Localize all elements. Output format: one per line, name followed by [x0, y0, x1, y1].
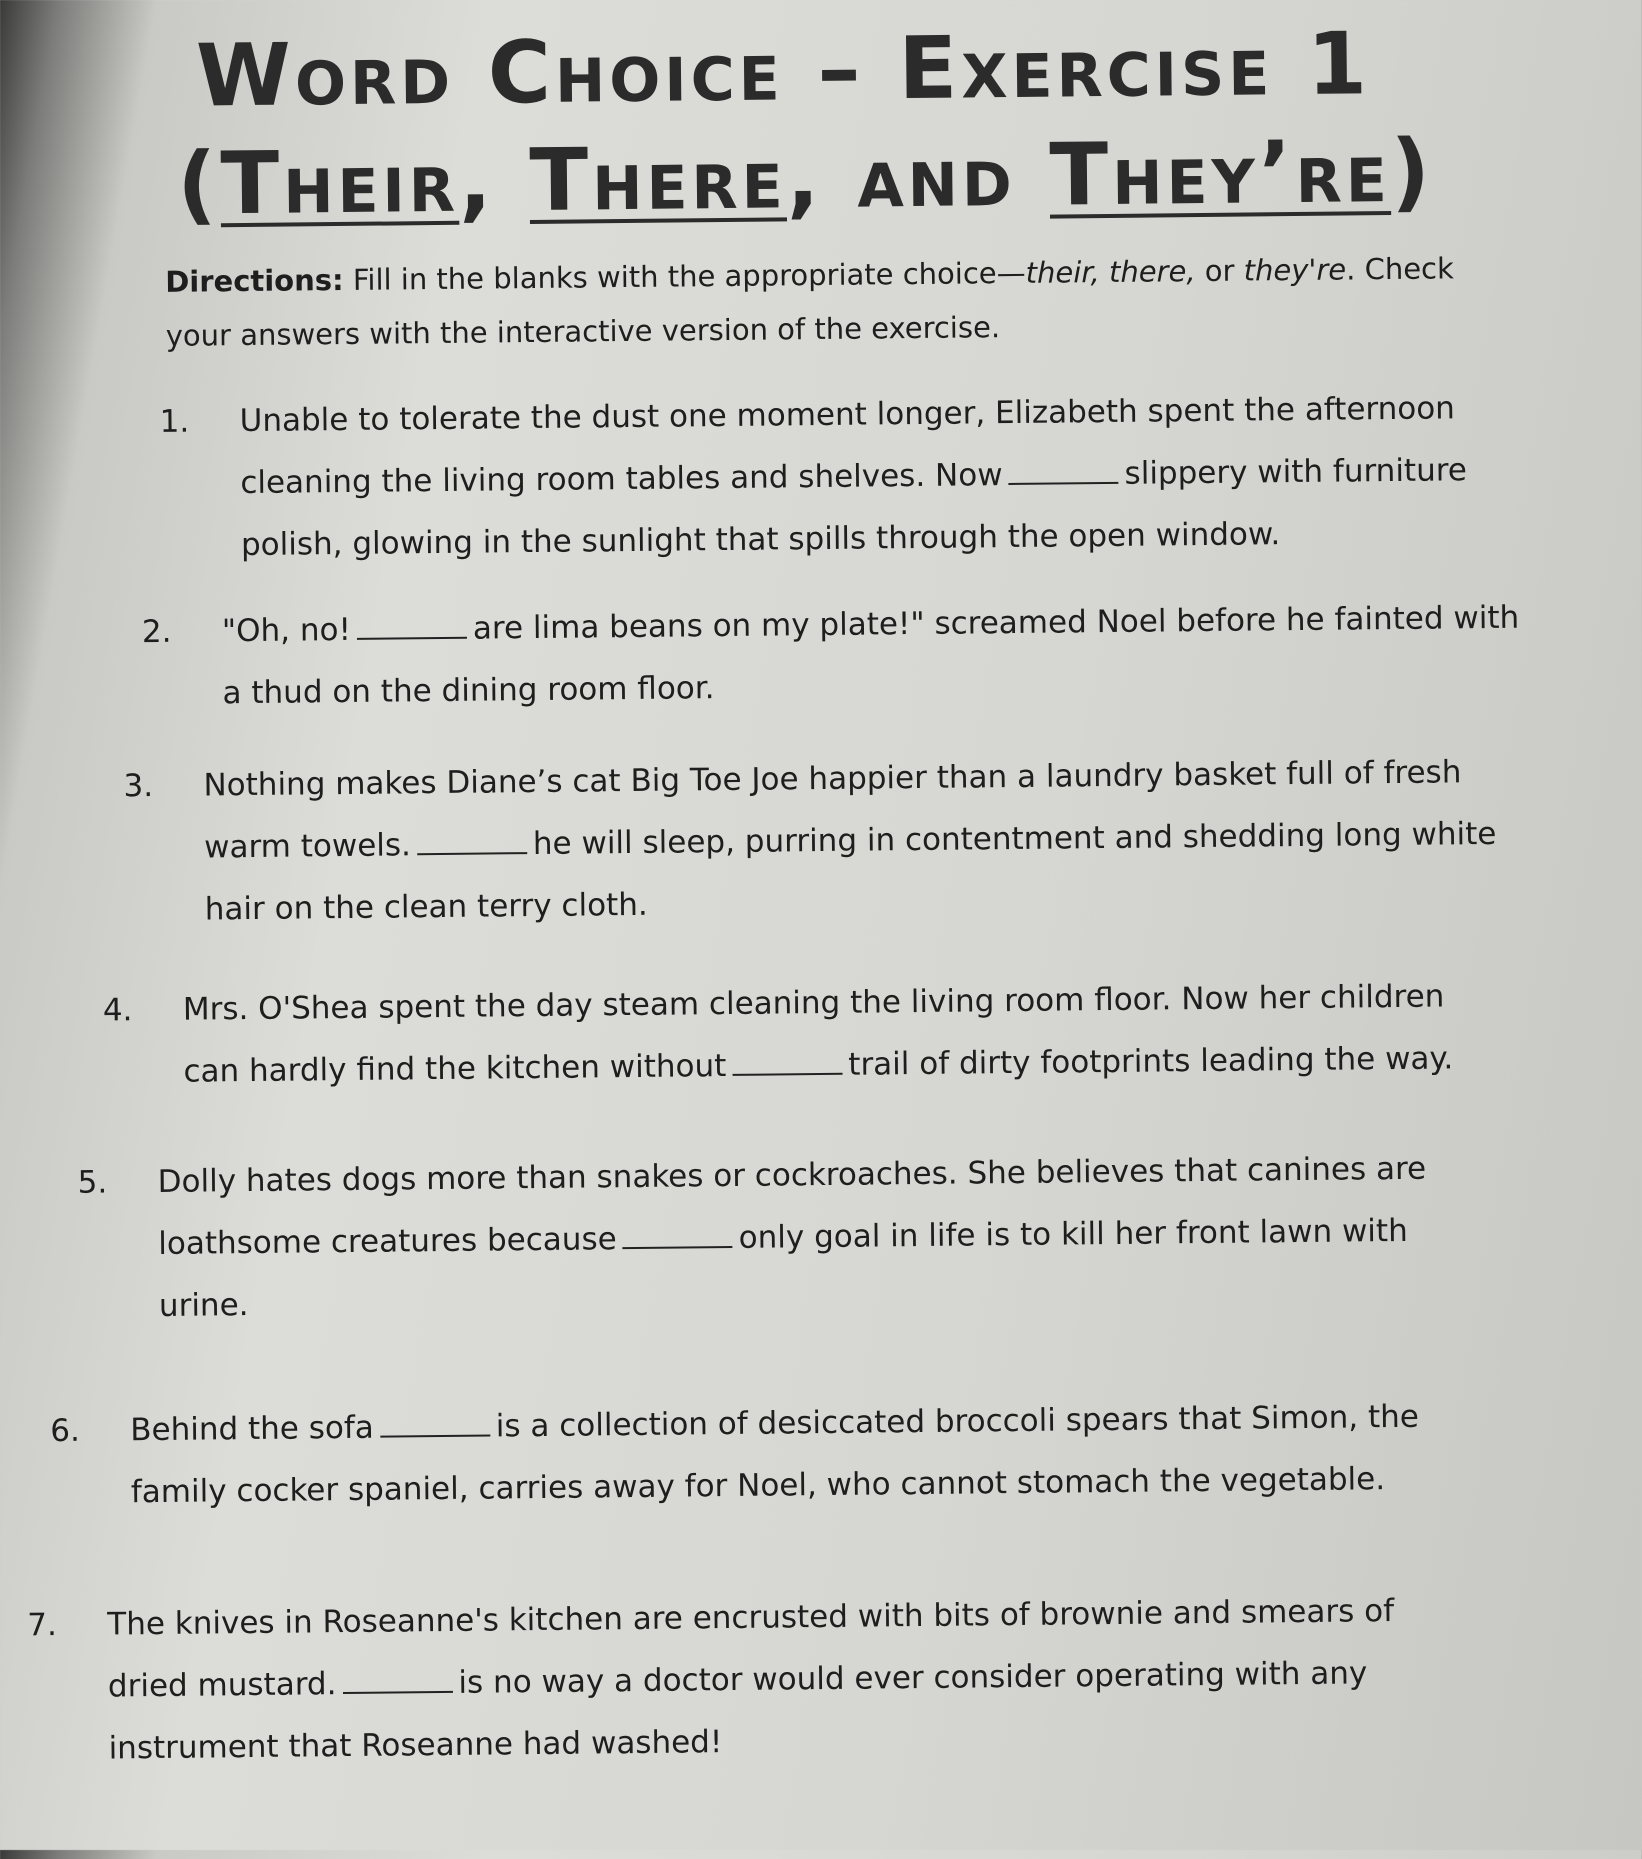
question-number: 6. — [50, 1412, 81, 1450]
title-line-2 — [177, 122, 1435, 235]
question-number: 2. — [141, 613, 172, 651]
question-number: 5. — [77, 1164, 108, 1201]
directions-text-b: or — [1195, 253, 1244, 289]
question-1 — [159, 377, 1468, 577]
question-text: are lima beans on my plate!" screamed Noel before he fainted with — [472, 599, 1520, 647]
question-number: 1. — [159, 403, 190, 440]
answer-blank[interactable] — [417, 826, 527, 855]
directions-label: Directions: — [165, 262, 344, 299]
question-text: is no way a doctor would ever consider operating with any — [458, 1655, 1368, 1701]
question-number: 7. — [27, 1607, 58, 1644]
title-comma-1: , — [458, 131, 531, 232]
question-text: instrument that Roseanne had washed! — [108, 1724, 723, 1767]
answer-blank[interactable] — [357, 611, 467, 640]
question-text: Unable to tolerate the dust one moment longer, Elizabeth spent the afternoon — [239, 390, 1456, 440]
question-4 — [103, 965, 1454, 1103]
question-7 — [27, 1580, 1396, 1780]
question-text: Nothing makes Diane’s cat Big Toe Joe happier than a laundry basket full of fresh — [203, 754, 1462, 804]
answer-blank[interactable] — [342, 1665, 452, 1694]
answer-blank[interactable] — [380, 1408, 490, 1437]
question-text: Mrs. O'Shea spent the day steam cleaning the living room floor. Now her children — [182, 978, 1445, 1028]
answer-blank[interactable] — [732, 1047, 842, 1076]
question-text: The knives in Roseanne's kitchen are encrusted with bits of brownie and smears of — [107, 1593, 1395, 1643]
question-number: 3. — [123, 767, 154, 805]
title-line-1: Word Choice – Exercise 1 — [195, 14, 1372, 127]
question-text: he will sleep, purring in contentment and shedding long white — [532, 815, 1497, 863]
question-6 — [50, 1386, 1420, 1524]
title-comma-2: , and — [786, 125, 1051, 229]
question-text: family cocker spaniel, carries away for Noel, who cannot stomach the vegetable. — [130, 1461, 1386, 1511]
open-paren: ( — [176, 134, 222, 235]
question-text: polish, glowing in the sunlight that spills through the open window. — [240, 516, 1281, 564]
question-text: hair on the clean terry cloth. — [204, 886, 648, 928]
answer-blank[interactable] — [622, 1220, 732, 1249]
question-number: 4. — [102, 992, 133, 1029]
question-5 — [77, 1138, 1427, 1338]
question-text: can hardly find the kitchen without — [183, 1048, 727, 1090]
question-text: "Oh, no! — [221, 611, 352, 650]
question-text: dried mustard. — [107, 1666, 337, 1705]
directions-text-c: . Check your answers with the interactive version of the exercise. — [165, 251, 1454, 353]
question-2 — [142, 587, 1521, 725]
question-text: Behind the sofa — [130, 1409, 374, 1449]
question-text: is a collection of desiccated broccoli spears that Simon, the — [495, 1398, 1420, 1445]
directions-text-a: Fill in the blanks with the appropriate choice— — [343, 255, 1026, 297]
close-paren: ) — [1390, 121, 1435, 222]
directions-option-2: they're — [1243, 252, 1347, 288]
title-their: Their — [219, 131, 460, 235]
question-text: cleaning the living room tables and shelves. Now — [240, 457, 1003, 502]
question-text: only goal in life is to kill her front lawn with — [738, 1212, 1408, 1256]
question-text: loathsome creatures because — [158, 1221, 617, 1262]
question-text: slippery with furniture — [1124, 452, 1468, 492]
question-text: Dolly hates dogs more than snakes or cockroaches. She believes that canines are — [157, 1150, 1427, 1200]
title-theyre: They’re — [1049, 121, 1392, 226]
answer-blank[interactable] — [1008, 456, 1118, 485]
question-text: trail of dirty footprints leading the way. — [848, 1040, 1454, 1083]
question-text: urine. — [158, 1287, 249, 1324]
question-text: warm towels. — [203, 827, 412, 866]
question-3 — [123, 741, 1497, 941]
title-there: There — [528, 128, 788, 232]
directions-option-1: their, there, — [1025, 254, 1196, 290]
question-text: a thud on the dining room floor. — [222, 670, 715, 712]
directions — [165, 241, 1506, 363]
